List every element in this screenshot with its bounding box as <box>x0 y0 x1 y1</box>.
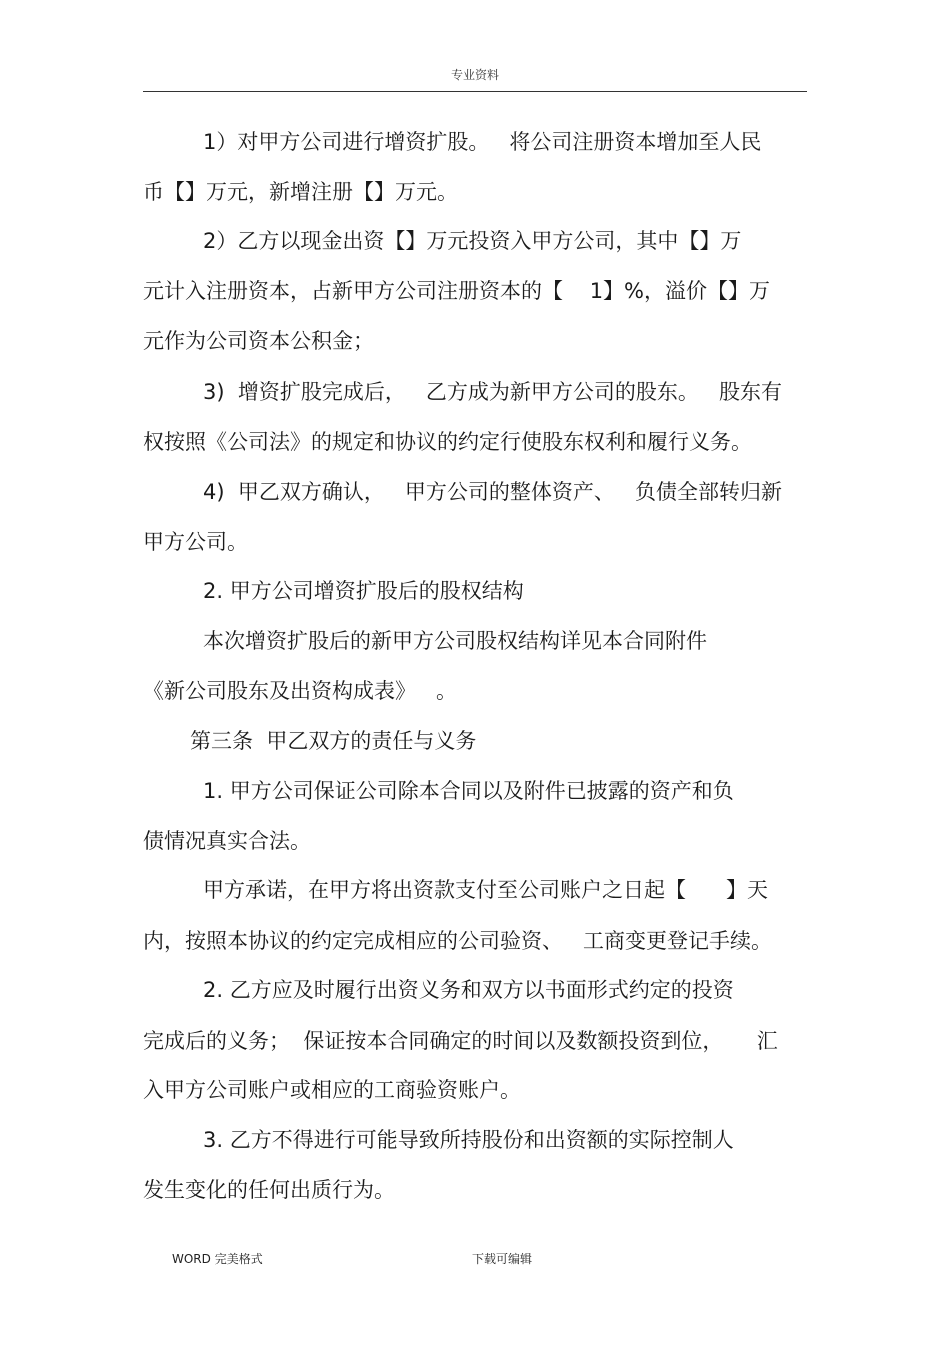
paragraph-line: 发生变化的任何出质行为。 <box>143 1178 395 1202</box>
paragraph-line: 甲方承诺，在甲方将出资款支付至公司账户之日起【 】天 <box>203 878 769 902</box>
paragraph-line: 币【】万元，新增注册【】万元。 <box>143 180 458 204</box>
article-heading: 第三条 甲乙双方的责任与义务 <box>190 729 477 753</box>
paragraph-line: 3) 增资扩股完成后， 乙方成为新甲方公司的股东。 股东有 <box>203 380 782 404</box>
paragraph-line: 元计入注册资本，占新甲方公司注册资本的【 1】%，溢价【】万 <box>143 279 771 303</box>
paragraph-line: 2. 乙方应及时履行出资义务和双方以书面形式约定的投资 <box>203 978 734 1002</box>
paragraph-line: 完成后的义务； 保证按本合同确定的时间以及数额投资到位， 汇 <box>143 1029 778 1053</box>
page-header: 专业资料 <box>450 68 499 82</box>
paragraph-line: 权按照《公司法》的规定和协议的约定行使股东权利和履行义务。 <box>143 430 752 454</box>
paragraph-line: 甲方公司。 <box>143 530 248 554</box>
paragraph-line: 债情况真实合法。 <box>143 829 311 853</box>
paragraph-line: 《新公司股东及出资构成表》 。 <box>143 679 458 703</box>
footer-left: WORD 完美格式 <box>172 1252 263 1266</box>
paragraph-line: 1）对甲方公司进行增资扩股。 将公司注册资本增加至人民 <box>203 130 762 154</box>
paragraph-line: 1. 甲方公司保证公司除本合同以及附件已披露的资产和负 <box>203 779 734 803</box>
paragraph-line: 元作为公司资本公积金； <box>143 329 374 353</box>
paragraph-line: 2）乙方以现金出资【】万元投资入甲方公司，其中【】万 <box>203 229 742 253</box>
paragraph-line: 入甲方公司账户或相应的工商验资账户。 <box>143 1078 521 1102</box>
paragraph-line: 2. 甲方公司增资扩股后的股权结构 <box>203 579 524 603</box>
paragraph-line: 内，按照本协议的约定完成相应的公司验资、 工商变更登记手续。 <box>143 929 773 953</box>
paragraph-line: 3. 乙方不得进行可能导致所持股份和出资额的实际控制人 <box>203 1128 734 1152</box>
paragraph-line: 4) 甲乙双方确认， 甲方公司的整体资产、 负债全部转归新 <box>203 480 782 504</box>
footer-center: 下载可编辑 <box>472 1252 533 1266</box>
paragraph-line: 本次增资扩股后的新甲方公司股权结构详见本合同附件 <box>203 629 707 653</box>
